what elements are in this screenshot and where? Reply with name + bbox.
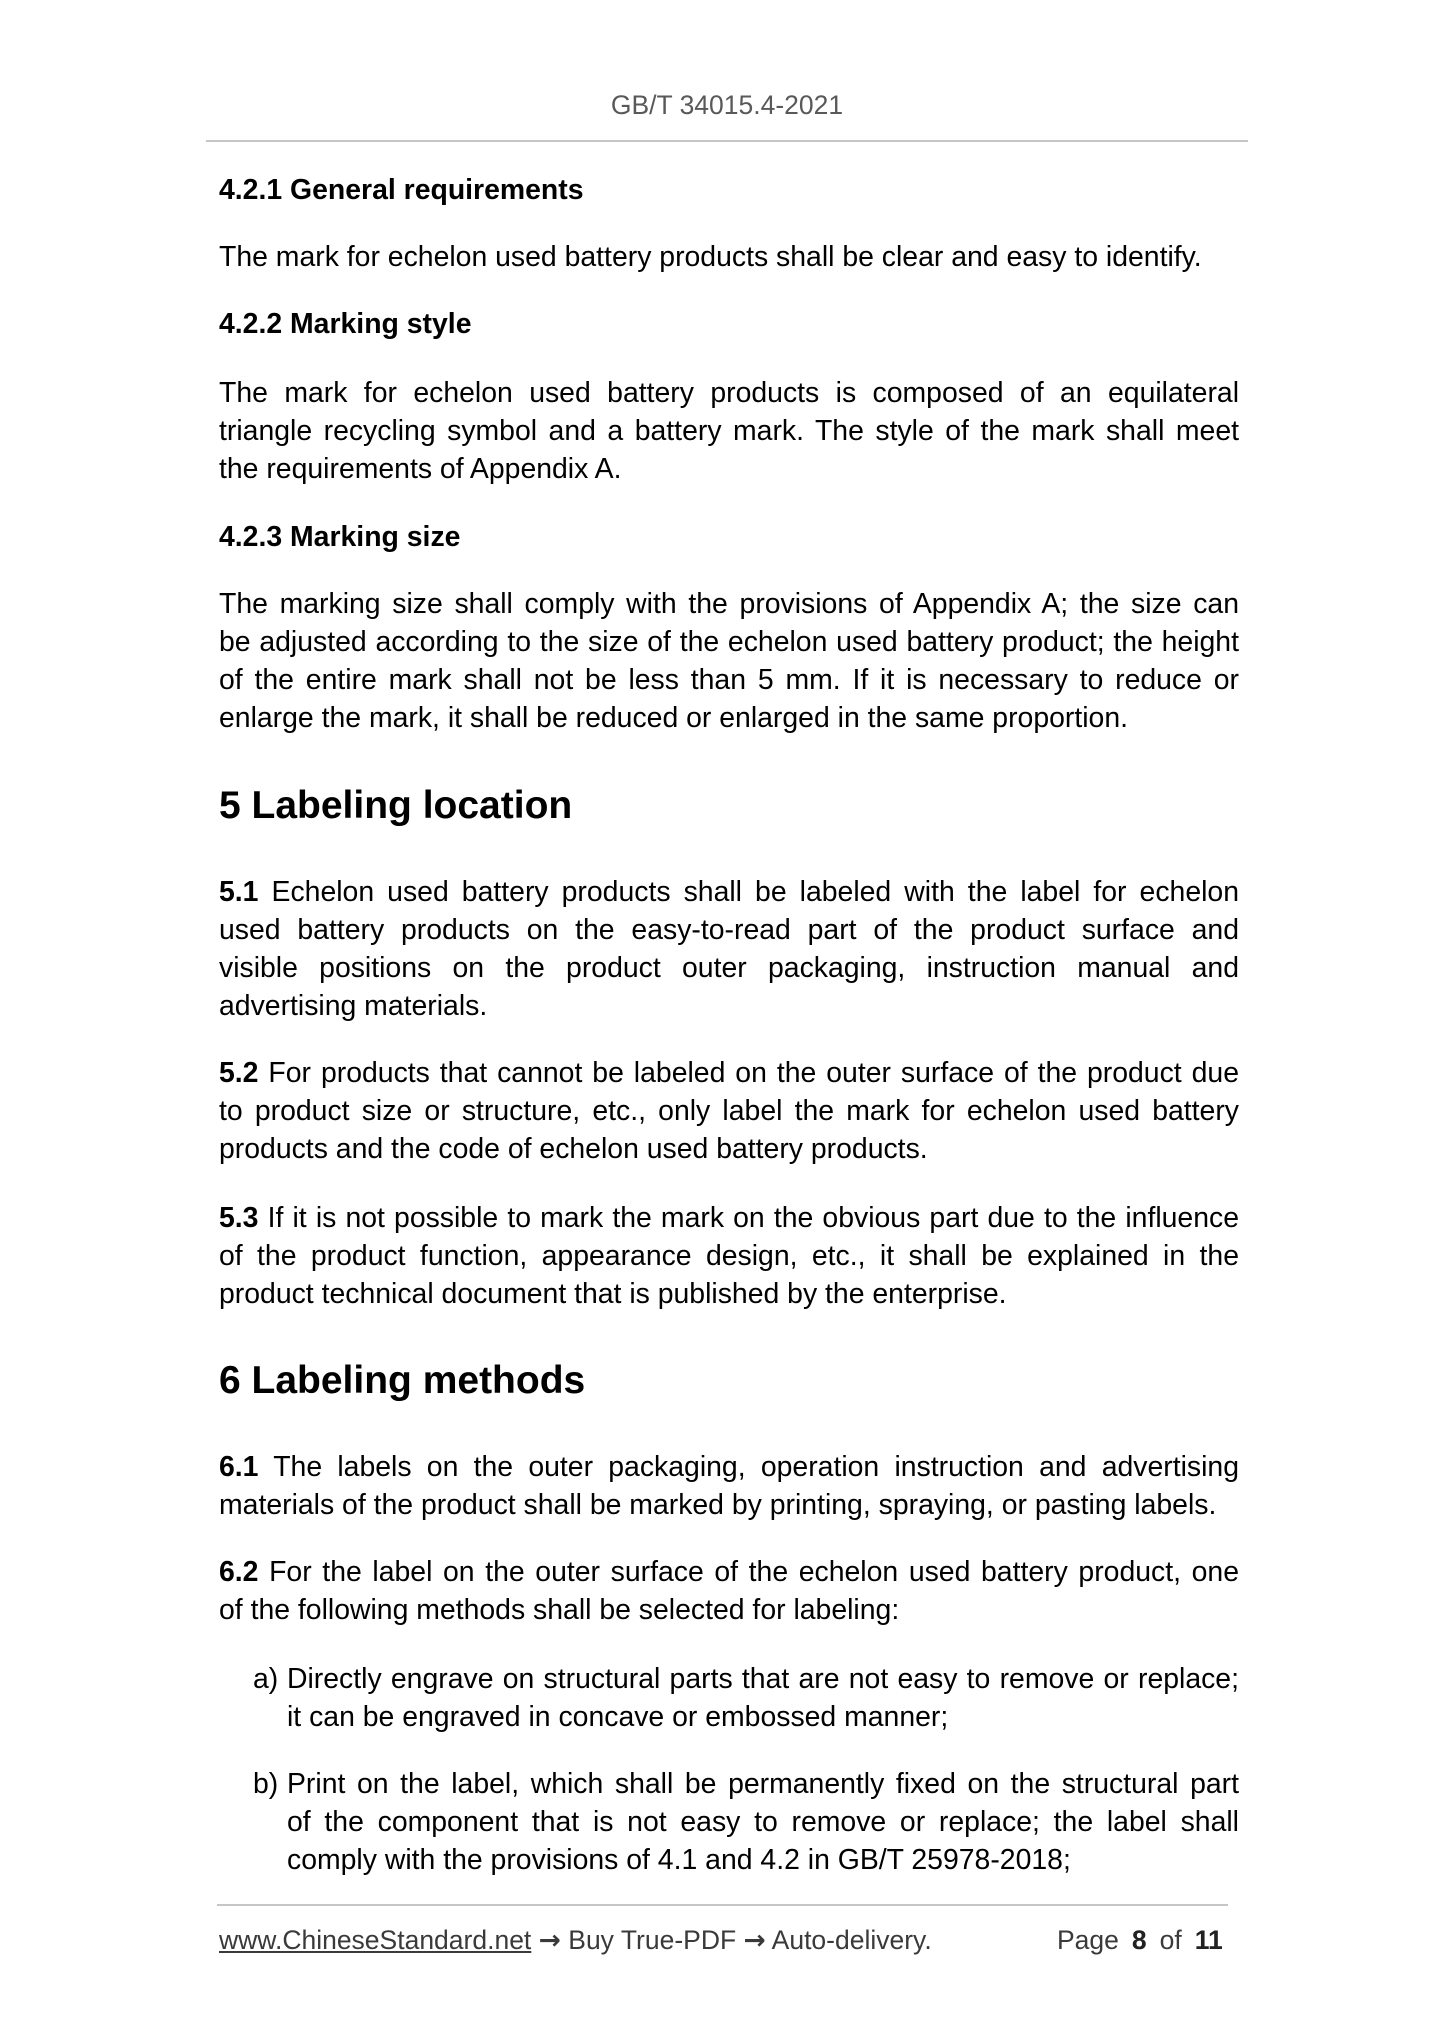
footer-step-buy: Buy True-PDF [568, 1925, 737, 1955]
clause-5-3 [219, 1199, 1239, 1313]
header-divider [206, 140, 1248, 142]
arrow-right-icon: → [743, 1925, 766, 1956]
page-of-label: of [1159, 1925, 1182, 1955]
page-header [206, 88, 1248, 122]
clause-5-1 [219, 873, 1239, 1025]
clause-6-2 [219, 1553, 1239, 1629]
paragraph-4-2-1 [219, 238, 1239, 276]
paragraph-line [219, 1054, 1239, 1092]
paragraph-4-2-3 [219, 585, 1239, 737]
paragraph-line: Directly engrave on structural parts that are not easy to remove or replace; [287, 1663, 1239, 1695]
paragraph-line: materials of the product shall be marked by printing, spraying, or pasting labels. [219, 1489, 1217, 1522]
clause-6-1 [219, 1448, 1239, 1524]
paragraph-line [219, 1199, 1239, 1237]
paragraph-line: Print on the label, which shall be permanently fixed on the structural part [287, 1768, 1239, 1800]
page-number [1057, 1923, 1223, 1957]
standard-code: GB/T 34015.4-2021 [610, 90, 844, 120]
clause-heading-4-2-1: 4.2.1 General requirements [219, 174, 584, 206]
paragraph-line: it can be engraved in concave or embossed manner; [287, 1701, 949, 1734]
paragraph-line: visible positions on the product outer packaging, instruction manual and [219, 952, 1239, 985]
line-text: If it is not possible to mark the mark on the obvious part due to the influence [267, 1202, 1239, 1234]
page-total: 11 [1194, 1925, 1223, 1955]
paragraph-line: advertising materials. [219, 990, 488, 1023]
clause-number: 5.2 [219, 1057, 259, 1089]
clause-number: 5.3 [219, 1202, 259, 1234]
paragraph-line [219, 1553, 1239, 1591]
website-link[interactable]: www.ChineseStandard.net [219, 1925, 532, 1955]
list-item-body [287, 1660, 1239, 1736]
paragraph-line: be adjusted according to the size of the echelon used battery product; the height [219, 626, 1239, 659]
paragraph-line [219, 1448, 1239, 1486]
list-marker: a) [253, 1663, 279, 1695]
page-footer [219, 1923, 932, 1957]
section-heading-6: 6 Labeling methods [219, 1359, 586, 1402]
paragraph-4-2-2 [219, 374, 1239, 488]
paragraph-line: to product size or structure, etc., only label the mark for echelon used battery [219, 1095, 1239, 1128]
line-text: Echelon used battery products shall be labeled with the label for echelon [271, 876, 1239, 908]
footer-step-delivery: Auto-delivery. [771, 1925, 932, 1955]
paragraph-line [219, 873, 1239, 911]
paragraph-line: of the following methods shall be selected for labeling: [219, 1594, 900, 1627]
clause-number: 5.1 [219, 876, 259, 908]
paragraph-line: enlarge the mark, it shall be reduced or enlarged in the same proportion. [219, 702, 1129, 735]
paragraph-line: The marking size shall comply with the provisions of Appendix A; the size can [219, 588, 1239, 620]
clause-heading-4-2-2: 4.2.2 Marking style [219, 308, 472, 340]
paragraph-line: products and the code of echelon used battery products. [219, 1133, 928, 1166]
paragraph-line: The mark for echelon used battery products shall be clear and easy to identify. [219, 241, 1202, 273]
paragraph-line: of the product function, appearance design, etc., it shall be explained in the [219, 1240, 1239, 1273]
page-current: 8 [1131, 1925, 1147, 1955]
clause-number: 6.1 [219, 1451, 259, 1483]
list-item-body [287, 1765, 1239, 1879]
clause-5-2 [219, 1054, 1239, 1168]
paragraph-line: The mark for echelon used battery products is composed of an equilateral [219, 377, 1239, 409]
clause-number: 6.2 [219, 1556, 259, 1588]
line-text: For the label on the outer surface of the echelon used battery product, one [269, 1556, 1239, 1588]
paragraph-line: of the entire mark shall not be less than 5 mm. If it is necessary to reduce or [219, 664, 1239, 697]
footer-divider [217, 1904, 1228, 1906]
page-label: Page [1057, 1925, 1119, 1955]
arrow-right-icon: → [538, 1925, 561, 1956]
paragraph-line: triangle recycling symbol and a battery mark. The style of the mark shall meet [219, 415, 1239, 448]
line-text: For products that cannot be labeled on the outer surface of the product due [268, 1057, 1239, 1089]
paragraph-line: of the component that is not easy to remove or replace; the label shall [287, 1806, 1239, 1839]
list-marker: b) [253, 1768, 279, 1800]
paragraph-line: the requirements of Appendix A. [219, 453, 622, 486]
section-heading-5: 5 Labeling location [219, 784, 573, 827]
paragraph-line: product technical document that is published by the enterprise. [219, 1278, 1007, 1311]
paragraph-line: used battery products on the easy-to-read part of the product surface and [219, 914, 1239, 947]
line-text: The labels on the outer packaging, operation instruction and advertising [273, 1451, 1239, 1483]
clause-heading-4-2-3: 4.2.3 Marking size [219, 521, 461, 553]
paragraph-line: comply with the provisions of 4.1 and 4.2 in GB/T 25978-2018; [287, 1844, 1071, 1877]
